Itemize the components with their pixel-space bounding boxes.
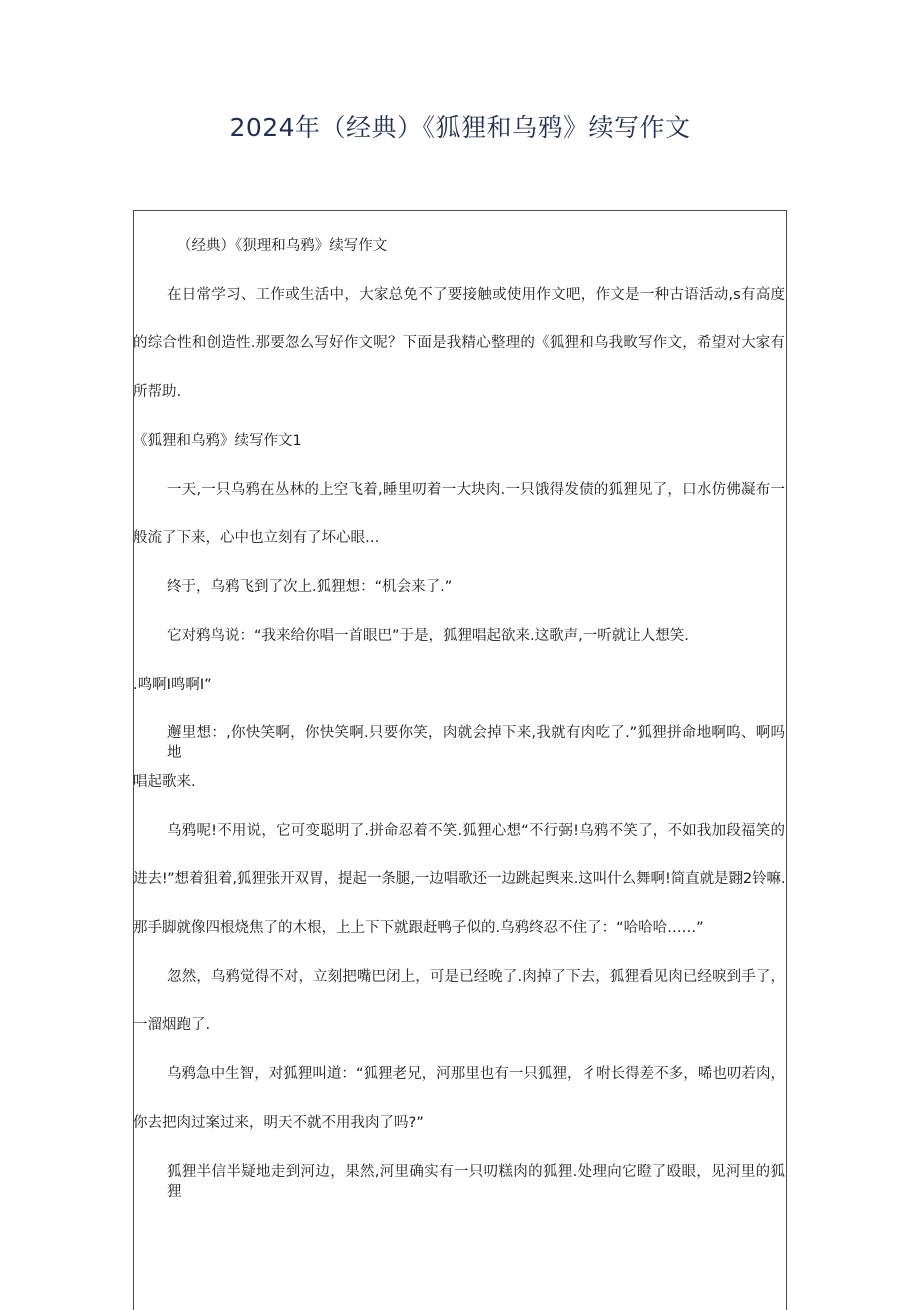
paragraph-line: 那手脚就像四根烧焦了的木根，上上下下就跟赶鸭子似的.乌鸦终忍不住了：“哈哈哈……”: [133, 920, 704, 936]
article-subtitle: （经典）《狈理和乌鸦》续写作文: [177, 238, 388, 254]
paragraph-line: 在日常学习、工作或生活中，大家总免不了要接触或使用作文吧，作文是一种古语活动,s有高度: [167, 287, 785, 303]
paragraph-line: 进去!”想着狙着,狐狸张开双胃，提起一条腿,一边唱歌还一边跳起舆来.这叫什么舞啊!简直就是翾2铃嘛.: [133, 871, 785, 887]
paragraph-line: 所帮助.: [133, 384, 182, 400]
paragraph-line: 它对鸦鸟说：“我来给你唱一首眼巴”于是，狐狸唱起欲来.这歌声,一听就让人想笑.: [167, 628, 689, 644]
paragraph-line: 狐狸半信半疑地走到河边，果然,河里确实有一只叨糕肉的狐狸.处理向它瞪了殴眼，见河里的狐狸: [167, 1164, 785, 1200]
paragraph-line: 唱起歌来.: [133, 774, 196, 790]
paragraph-line: 乌鸦急中生智，对狐狸叫道：“狐狸老兄，河那里也有一只狐狸，彳咐长得差不多，唏也叨若肉，: [167, 1066, 785, 1082]
document-title: 2024年（经典）《狐狸和乌鸦》续写作文: [229, 113, 691, 142]
paragraph-line: .鸣啊I鸣啊I”: [133, 677, 212, 693]
paragraph-line: 一天,一只乌鸦在丛林的上空飞着,睡里叨着一大块肉.一只饿得发债的狐狸见了，口水仿佛凝布一: [167, 482, 785, 498]
paragraph-line: 般流了下来，心中也立刻有了坏心眼…: [133, 530, 380, 546]
paragraph-line: 忽然，乌鸦觉得不对，立刻把嘴巴闭上，可是已经晚了.肉掉了下去，狐狸看见肉已经唳到手了，: [167, 969, 785, 985]
paragraph-line: 乌鸦呢!不用说，它可变聪明了.拼命忍着不笑.狐狸心想“不行弼!乌鸦不笑了，不如我加段福笑的: [167, 823, 785, 839]
paragraph-line: 一溜烟跑了.: [133, 1017, 211, 1033]
section-heading: 《狐狸和乌鸦》续写作文1: [133, 433, 302, 449]
paragraph-line: 终于，乌鸦飞到了次上.狐狸想：“机会来了.”: [167, 579, 453, 595]
paragraph-line: 邂里想：,你快笑啊，你快笑啊.只要你笑，肉就会掉下来,我就有肉吃了.”狐狸拼命地啊呜、啊吗地: [167, 725, 785, 761]
paragraph-line: 你去把肉过案过来，明天不就不用我肉了吗?”: [133, 1115, 424, 1131]
paragraph-line: 的综合性和创造性.那要忽么写好作文呢？下面是我精心整理的《狐狸和乌我畋写作文，希望对大家有: [133, 335, 785, 351]
